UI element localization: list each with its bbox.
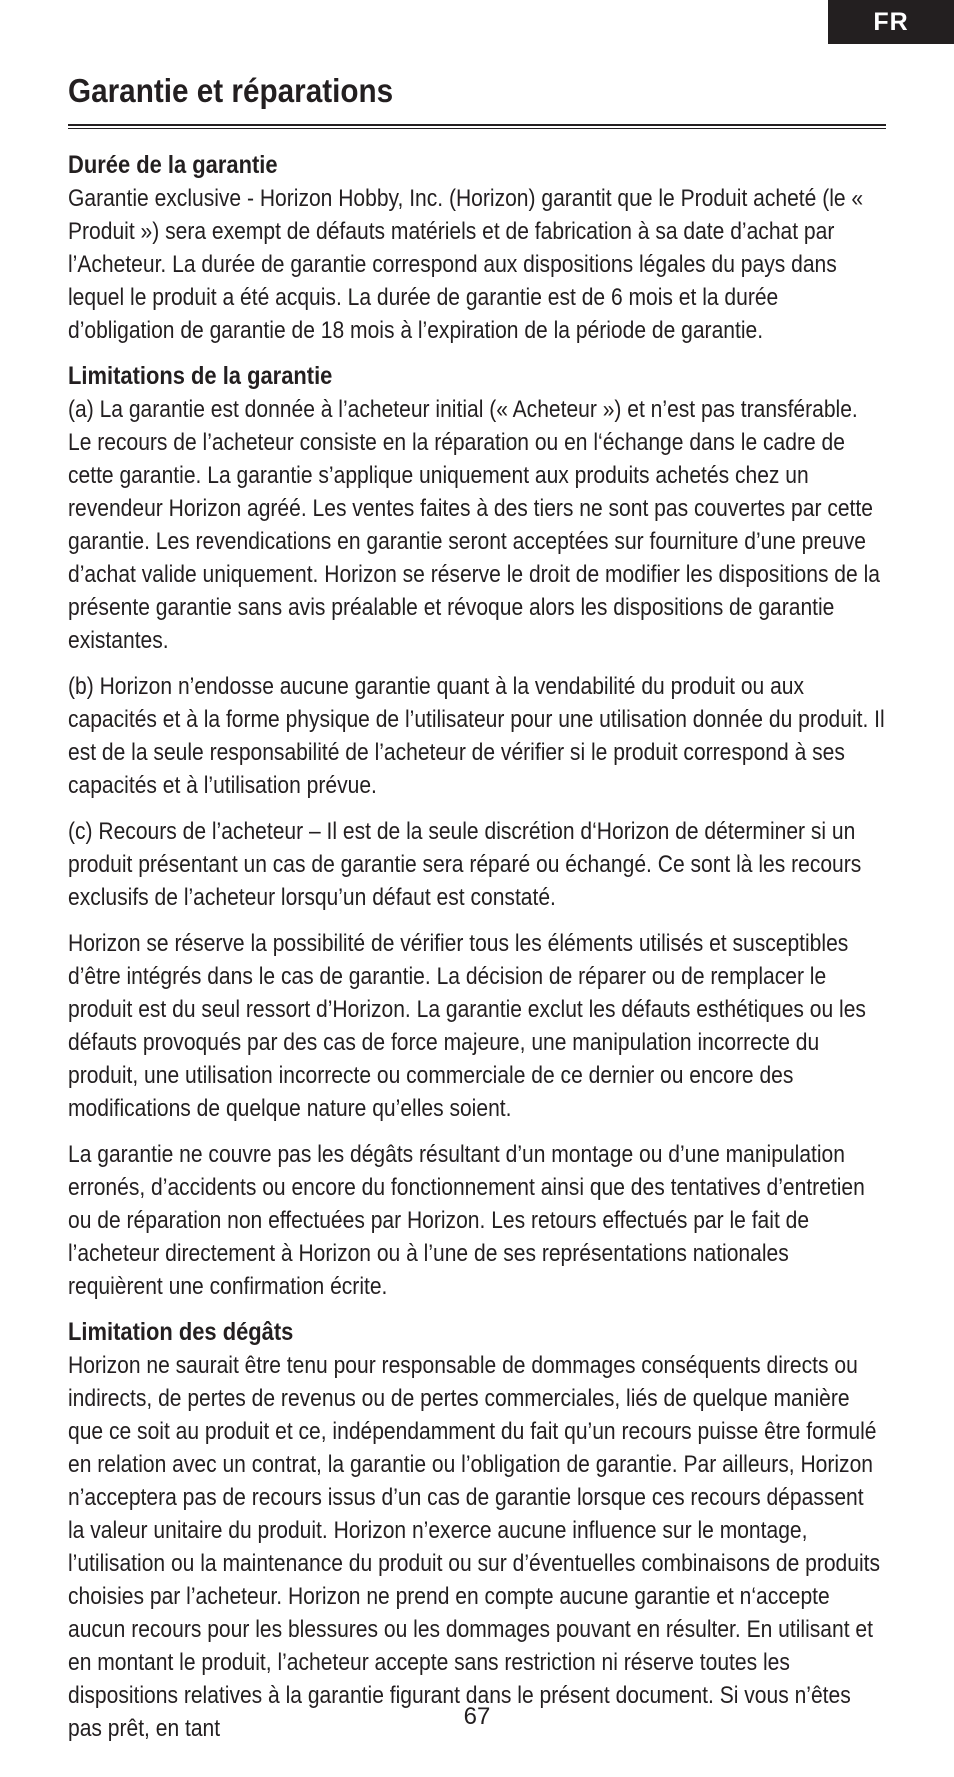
paragraph: Horizon se réserve la possibilité de vérifier tous les éléments utilisés et susceptibles d’être intégrés dans le cas de garantie. La décision de réparer ou de remplacer le produit est du seul ressort d’Horizon. La garantie exclut les défauts esthétiques ou les défauts provoqués par des cas de force majeure, une manipulation incorrecte du produit, une utilisation incorrecte ou commerciale de ce dernier ou encore des modifications de quelque nature qu’elles soient.: [68, 930, 866, 1122]
section-warranty-duration: [68, 149, 885, 347]
paragraph: (c) Recours de l’acheteur – Il est de la seule discrétion d‘Horizon de déterminer si un produit présentant un cas de garantie sera réparé ou échangé. Ce sont là les recours exclusifs de l’acheteur lorsqu’un défaut est constaté.: [68, 818, 862, 911]
paragraph: La garantie ne couvre pas les dégâts résultant d’un montage ou d’une manipulation erronés, d’accidents ou encore du fonctionnement ainsi que des tentatives d’entretien ou de réparation non effectuées par Horizon. Les retours effectués par le fait de l’acheteur directement à Horizon ou à l’une de ses représentations nationales requièrent une confirmation écrite.: [68, 1141, 865, 1300]
section-heading: Limitation des dégâts: [68, 1318, 294, 1346]
title-divider: [68, 124, 886, 129]
section-damage-limitation: [68, 1316, 885, 1745]
page-number: 67: [463, 1703, 491, 1730]
paragraph: (a) La garantie est donnée à l’acheteur initial (« Acheteur ») et n’est pas transférable. Le recours de l’acheteur consiste en la réparation ou en l‘échange dans le cadre de cette garantie. La garantie s’applique uniquement aux produits achetés chez un revendeur Horizon agréé. Les ventes faites à des tiers ne sont pas couvertes par cette garantie. Les revendications en garantie seront acceptées sur fourniture d’une preuve d’achat valide uniquement. Horizon se réserve le droit de modifier les dispositions de la présente garantie sans avis préalable et révoque alors les dispositions de garantie existantes.: [68, 396, 880, 654]
section-warranty-limitations: [68, 360, 885, 1303]
page-body: [68, 68, 886, 1758]
section-heading: Durée de la garantie: [68, 151, 278, 179]
section-heading: Limitations de la garantie: [68, 362, 333, 390]
page-title: Garantie et réparations: [68, 72, 394, 109]
paragraph: (b) Horizon n’endosse aucune garantie quant à la vendabilité du produit ou aux capacités et à la forme physique de l’utilisateur pour une utilisation donnée du produit. Il est de la seule responsabilité de l’acheteur de vérifier si le produit correspond à ses capacités et à l’utilisation prévue.: [68, 673, 885, 799]
content: [68, 149, 885, 1745]
language-tab: FR: [828, 0, 954, 44]
paragraph: Garantie exclusive - Horizon Hobby, Inc. (Horizon) garantit que le Produit acheté (le « Produit ») sera exempt de défauts matériels et de fabrication à sa date d’achat par l’Acheteur. La durée de garantie correspond aux dispositions légales du pays dans lequel le produit a été acquis. La durée de garantie est de 6 mois et la durée d’obligation de garantie de 18 mois à l’expiration de la période de garantie.: [68, 185, 864, 344]
paragraph: Horizon ne saurait être tenu pour responsable de dommages conséquents directs ou indirects, de pertes de revenus ou de pertes commerciales, liés de quelque manière que ce soit au produit et ce, indépendamment du fait qu’un recours puisse être formulé en relation avec un contrat, la garantie ou l’obligation de garantie. Par ailleurs, Horizon n’acceptera pas de recours issus d’un cas de garantie lorsque ces recours dépassent la valeur unitaire du produit. Horizon n’exerce aucune influence sur le montage, l’utilisation ou la maintenance du produit ou sur d’éventuelles combinaisons de produits choisies par l’acheteur. Horizon ne prend en compte aucune garantie et n‘accepte aucun recours pour les blessures ou les dommages pouvant en résulter. En utilisant et en montant le produit, l’acheteur accepte sans restriction ni réserve toutes les dispositions relatives à la garantie figurant dans le présent document. Si vous n’êtes pas prêt, en tant: [68, 1352, 881, 1742]
